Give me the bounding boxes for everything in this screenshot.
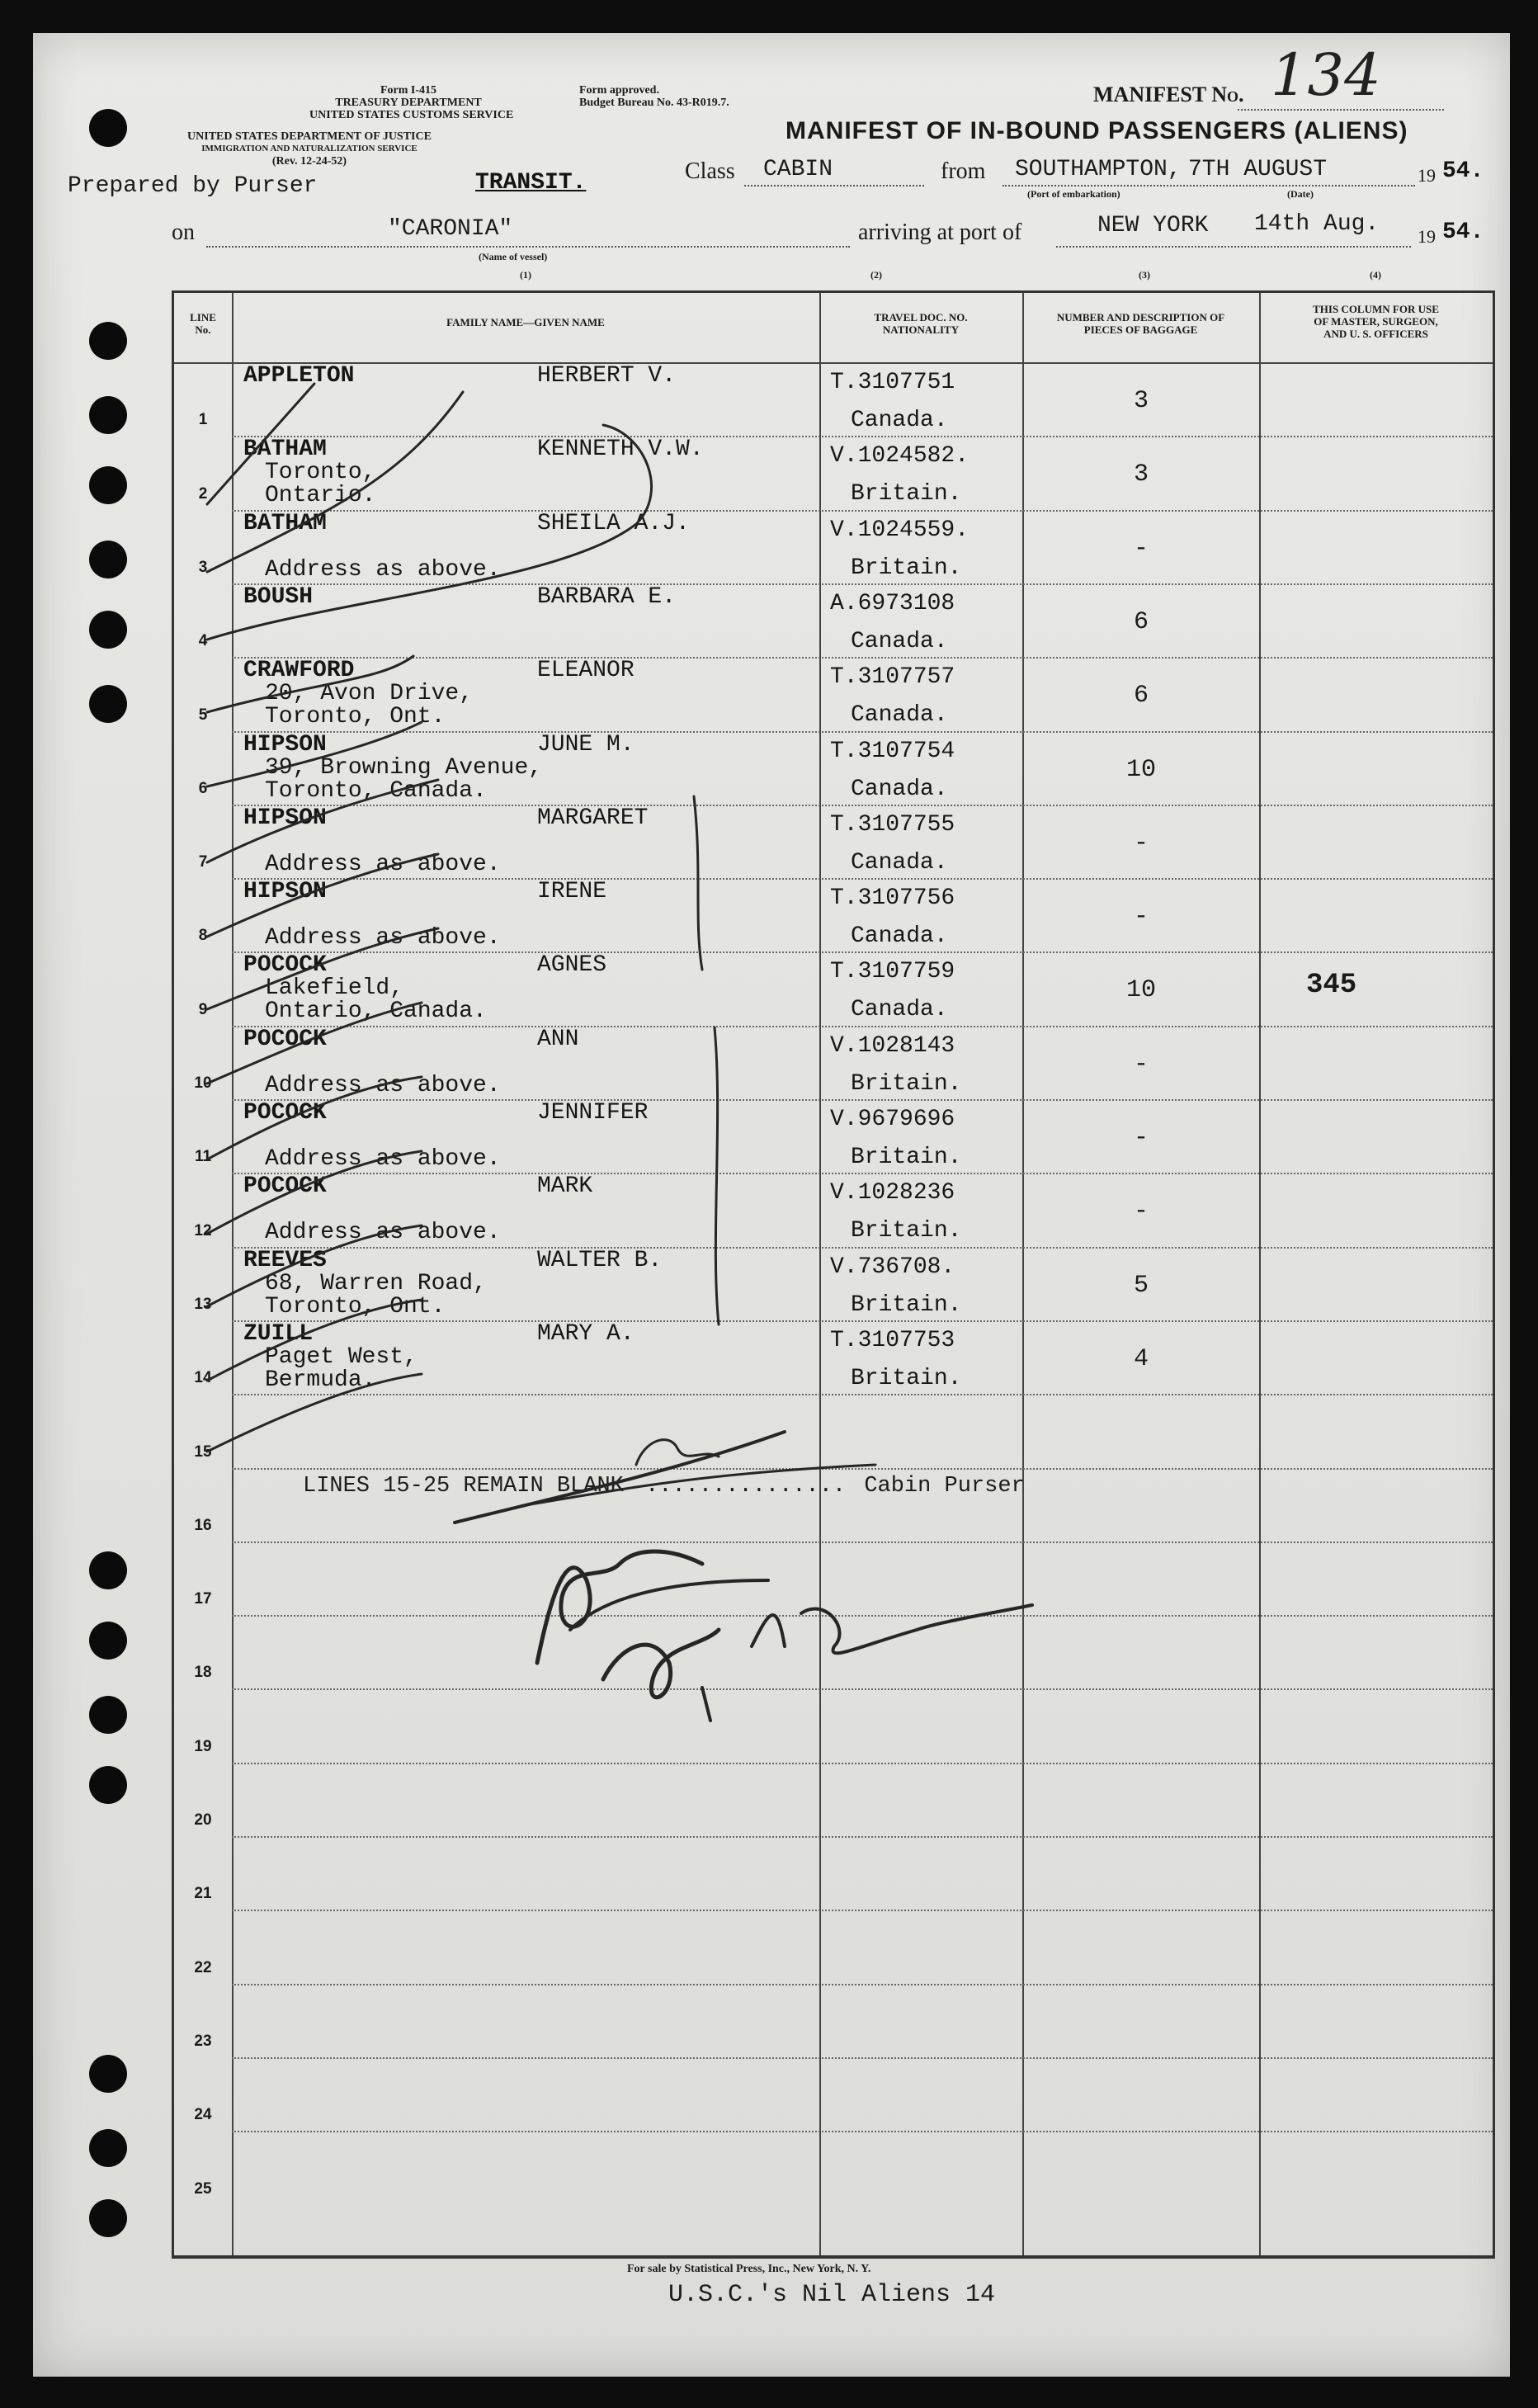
col-header-baggage: NUMBER AND DESCRIPTION OF PIECES OF BAGGAGE	[1056, 311, 1225, 336]
baggage-count: 6	[1133, 682, 1149, 711]
given-name: AGNES	[537, 952, 607, 979]
passenger-table	[172, 290, 1495, 2259]
travel-doc-number: V.1024559.	[830, 517, 970, 543]
address-line: Paget West,	[265, 1343, 418, 1370]
line-number: 11	[194, 1148, 212, 1166]
family-name: BATHAM	[243, 437, 327, 463]
line-number: 2	[198, 484, 208, 503]
line-number: 13	[194, 1295, 212, 1313]
line-number: 16	[194, 1516, 212, 1534]
given-name: KENNETH V.W.	[537, 437, 704, 463]
line-number: 3	[198, 558, 208, 576]
line-number: 18	[194, 1664, 212, 1682]
from-label: from	[941, 158, 986, 184]
address-line: 20, Avon Drive,	[265, 681, 474, 707]
punch-hole	[89, 611, 127, 649]
travel-doc-number: T.3107754	[830, 738, 955, 764]
doj-info	[177, 130, 441, 168]
budget-bureau: Budget Bureau No. 43-R019.7.	[579, 97, 729, 109]
family-name: ZUILL	[243, 1320, 314, 1347]
punch-hole	[89, 466, 127, 504]
punch-hole	[89, 109, 127, 147]
transit-label: TRANSIT.	[475, 170, 587, 196]
family-name: POCOCK	[243, 1100, 327, 1126]
class-value: CABIN	[763, 157, 833, 182]
punch-hole	[89, 1551, 127, 1589]
line-number: 23	[194, 2032, 212, 2050]
line-number: 21	[194, 1885, 212, 1903]
line-number: 12	[194, 1221, 212, 1239]
given-name: ANN	[537, 1026, 579, 1052]
punch-hole	[89, 2129, 127, 2167]
address-line: Address as above.	[265, 556, 501, 583]
travel-doc-number: T.3107756	[830, 885, 955, 912]
given-name: HERBERT V.	[537, 363, 677, 389]
travel-doc-number: V.9679696	[830, 1107, 955, 1132]
punch-hole	[89, 396, 127, 434]
address-line: Address as above.	[265, 925, 501, 951]
vessel-caption: (Name of vessel)	[479, 251, 548, 262]
manifest-no-label: MANIFEST No.	[1093, 83, 1244, 106]
col-header-travel-doc: TRAVEL DOC. NO. NATIONALITY	[874, 311, 968, 336]
family-name: HIPSON	[243, 805, 327, 831]
handwritten-marks	[174, 293, 1493, 2255]
line-number: 5	[198, 706, 208, 724]
punch-hole	[89, 322, 127, 360]
given-name: BARBARA E.	[537, 583, 677, 610]
baggage-count: 10	[1125, 755, 1156, 784]
address-line: Toronto, Ont.	[265, 704, 446, 730]
remain-blank-dots: ...............	[645, 1474, 847, 1499]
line-number: 14	[194, 1369, 212, 1387]
baggage-count: -	[1133, 534, 1149, 563]
baggage-count: -	[1133, 829, 1149, 857]
given-name: MARY A.	[537, 1320, 635, 1347]
nationality: Canada.	[851, 997, 948, 1023]
travel-doc-number: T.3107759	[830, 959, 955, 985]
travel-doc-number: V.1024582.	[830, 443, 970, 470]
given-name: MARK	[537, 1173, 593, 1200]
date-caption: (Date)	[1287, 188, 1314, 200]
manifest-sheet	[33, 33, 1510, 2377]
line-number: 19	[194, 1737, 212, 1755]
remain-blank-label: LINES 15-25 REMAIN BLANK	[303, 1474, 624, 1499]
family-name: CRAWFORD	[243, 658, 355, 684]
officer-note: 345	[1306, 970, 1357, 1001]
arriving-label: arriving at port of	[858, 220, 1022, 245]
travel-doc-number: A.6973108	[830, 590, 955, 616]
nationality: Canada.	[851, 702, 948, 729]
line-number: 7	[198, 853, 208, 871]
baggage-count: -	[1133, 1124, 1149, 1152]
travel-doc-number: T.3107751	[830, 370, 955, 395]
doj-line: UNITED STATES DEPARTMENT OF JUSTICE	[187, 130, 432, 143]
form-number: Form I-415	[380, 84, 437, 97]
nationality: Britain.	[851, 555, 962, 581]
punch-hole	[89, 1622, 127, 1660]
printer-credit: For sale by Statistical Press, Inc., New York, N. Y.	[627, 2263, 871, 2275]
ins-line: IMMIGRATION AND NATURALIZATION SERVICE	[201, 144, 418, 153]
address-line: Address as above.	[265, 1220, 501, 1246]
nationality: Britain.	[851, 1365, 962, 1391]
travel-doc-number: T.3107755	[830, 811, 955, 838]
manifest-title: MANIFEST OF IN-BOUND PASSENGERS (ALIENS)	[786, 117, 1408, 144]
given-name: ELEANOR	[537, 658, 635, 684]
arrival-year-prefix: 19	[1418, 226, 1436, 247]
port-embarkation: SOUTHAMPTON,	[1015, 157, 1182, 182]
family-name: POCOCK	[243, 952, 327, 979]
address-line: Address as above.	[265, 1072, 501, 1098]
travel-doc-number: T.3107757	[830, 664, 955, 691]
col-header-officers: THIS COLUMN FOR USE OF MASTER, SURGEON, AND U. S. OFFICERS	[1313, 303, 1439, 340]
baggage-count: 4	[1133, 1344, 1149, 1373]
vessel-name: "CARONIA"	[388, 216, 513, 242]
arrival-underline	[1056, 246, 1411, 248]
family-name: POCOCK	[243, 1026, 327, 1052]
travel-doc-number: V.1028143	[830, 1032, 955, 1059]
family-name: REEVES	[243, 1247, 327, 1273]
customs-service: UNITED STATES CUSTOMS SERVICE	[309, 109, 514, 121]
col-header-line-no: LINE No.	[190, 311, 216, 336]
address-line: Bermuda.	[265, 1367, 376, 1393]
nationality: Britain.	[851, 1218, 962, 1244]
line-number: 10	[194, 1074, 212, 1092]
usc-aliens-count: U.S.C.'s Nil Aliens 14	[668, 2281, 996, 2309]
address-line: Toronto, Canada.	[265, 777, 487, 804]
address-line: Address as above.	[265, 851, 501, 877]
class-underline	[744, 185, 924, 187]
line-number: 22	[194, 1958, 212, 1976]
prepared-by: Prepared by Purser	[68, 173, 318, 199]
nationality: Britain.	[851, 1145, 962, 1170]
address-line: Ontario, Canada.	[265, 999, 487, 1025]
given-name: MARGARET	[537, 805, 649, 831]
line-number: 4	[198, 632, 208, 650]
approval-info	[579, 84, 729, 109]
given-name: SHEILA A.J.	[537, 510, 690, 536]
nationality: Canada.	[851, 408, 948, 433]
col-2-number: (2)	[870, 269, 882, 281]
family-name: HIPSON	[243, 879, 327, 905]
line-number: 8	[198, 927, 208, 945]
col-3-number: (3)	[1139, 269, 1150, 281]
nationality: Canada.	[851, 849, 948, 876]
form-approved: Form approved.	[579, 84, 659, 97]
baggage-count: 5	[1133, 1271, 1149, 1300]
col-1-number: (1)	[520, 269, 531, 281]
arrival-port: NEW YORK	[1097, 213, 1209, 238]
address-line: Address as above.	[265, 1146, 501, 1172]
embark-year: 54.	[1442, 158, 1484, 184]
manifest-no-handwritten: 134	[1271, 41, 1381, 109]
nationality: Britain.	[851, 1291, 962, 1318]
from-underline	[1003, 185, 1415, 187]
punch-hole	[89, 1696, 127, 1734]
line-number: 17	[194, 1590, 212, 1608]
embark-date: 7TH AUGUST	[1188, 157, 1328, 182]
line-number: 9	[198, 1000, 208, 1018]
col-header-name: FAMILY NAME—GIVEN NAME	[446, 316, 605, 328]
line-number: 24	[194, 2106, 212, 2124]
on-label: on	[172, 220, 195, 245]
travel-doc-number: V.1028236	[830, 1180, 955, 1206]
given-name: JENNIFER	[537, 1100, 649, 1126]
baggage-count: 6	[1133, 607, 1149, 636]
baggage-count: 3	[1133, 460, 1149, 489]
punch-hole	[89, 2199, 127, 2237]
travel-doc-number: V.736708.	[830, 1254, 955, 1280]
nationality: Canada.	[851, 628, 948, 654]
family-name: HIPSON	[243, 731, 327, 758]
baggage-count: -	[1133, 1197, 1149, 1226]
col-4-number: (4)	[1370, 269, 1381, 281]
address-line: Ontario.	[265, 483, 376, 509]
punch-hole	[89, 2055, 127, 2093]
line-number: 20	[194, 1811, 212, 1829]
address-line: Toronto, Ont.	[265, 1293, 446, 1320]
family-name: POCOCK	[243, 1173, 327, 1200]
nationality: Britain.	[851, 1070, 962, 1097]
family-name: BOUSH	[243, 583, 314, 610]
travel-doc-number: T.3107753	[830, 1327, 955, 1353]
arrival-year: 54.	[1442, 220, 1484, 245]
line-number: 15	[194, 1442, 212, 1461]
rev-line: (Rev. 12-24-52)	[271, 155, 347, 168]
nationality: Canada.	[851, 923, 948, 950]
line-number: 6	[198, 779, 208, 797]
cabin-purser-label: Cabin Purser	[864, 1474, 1025, 1499]
address-line: 39, Browning Avenue,	[265, 754, 543, 781]
vessel-underline	[206, 246, 850, 248]
punch-hole	[89, 541, 127, 578]
class-label: Class	[685, 158, 735, 184]
baggage-count: 10	[1125, 976, 1156, 1005]
address-line: Lakefield,	[265, 975, 404, 1002]
address-line: Toronto,	[265, 460, 376, 486]
form-info	[309, 84, 514, 121]
punch-hole	[89, 1766, 127, 1804]
line-number: 25	[194, 2179, 212, 2198]
baggage-count: -	[1133, 903, 1149, 932]
address-line: 68, Warren Road,	[265, 1270, 487, 1296]
arrival-date: 14th Aug.	[1254, 211, 1380, 237]
family-name: APPLETON	[243, 363, 355, 389]
nationality: Britain.	[851, 481, 962, 508]
given-name: IRENE	[537, 879, 607, 905]
given-name: WALTER B.	[537, 1247, 663, 1273]
manifest-no-underline	[1238, 109, 1444, 111]
given-name: JUNE M.	[537, 731, 635, 758]
treasury-dept: TREASURY DEPARTMENT	[335, 97, 482, 109]
nationality: Canada.	[851, 776, 948, 802]
baggage-count: -	[1133, 1050, 1149, 1079]
family-name: BATHAM	[243, 510, 327, 536]
baggage-count: 3	[1133, 387, 1149, 415]
year-prefix: 19	[1418, 165, 1436, 186]
line-number: 1	[198, 411, 208, 429]
punch-hole	[89, 685, 127, 723]
port-caption: (Port of embarkation)	[1027, 188, 1120, 200]
